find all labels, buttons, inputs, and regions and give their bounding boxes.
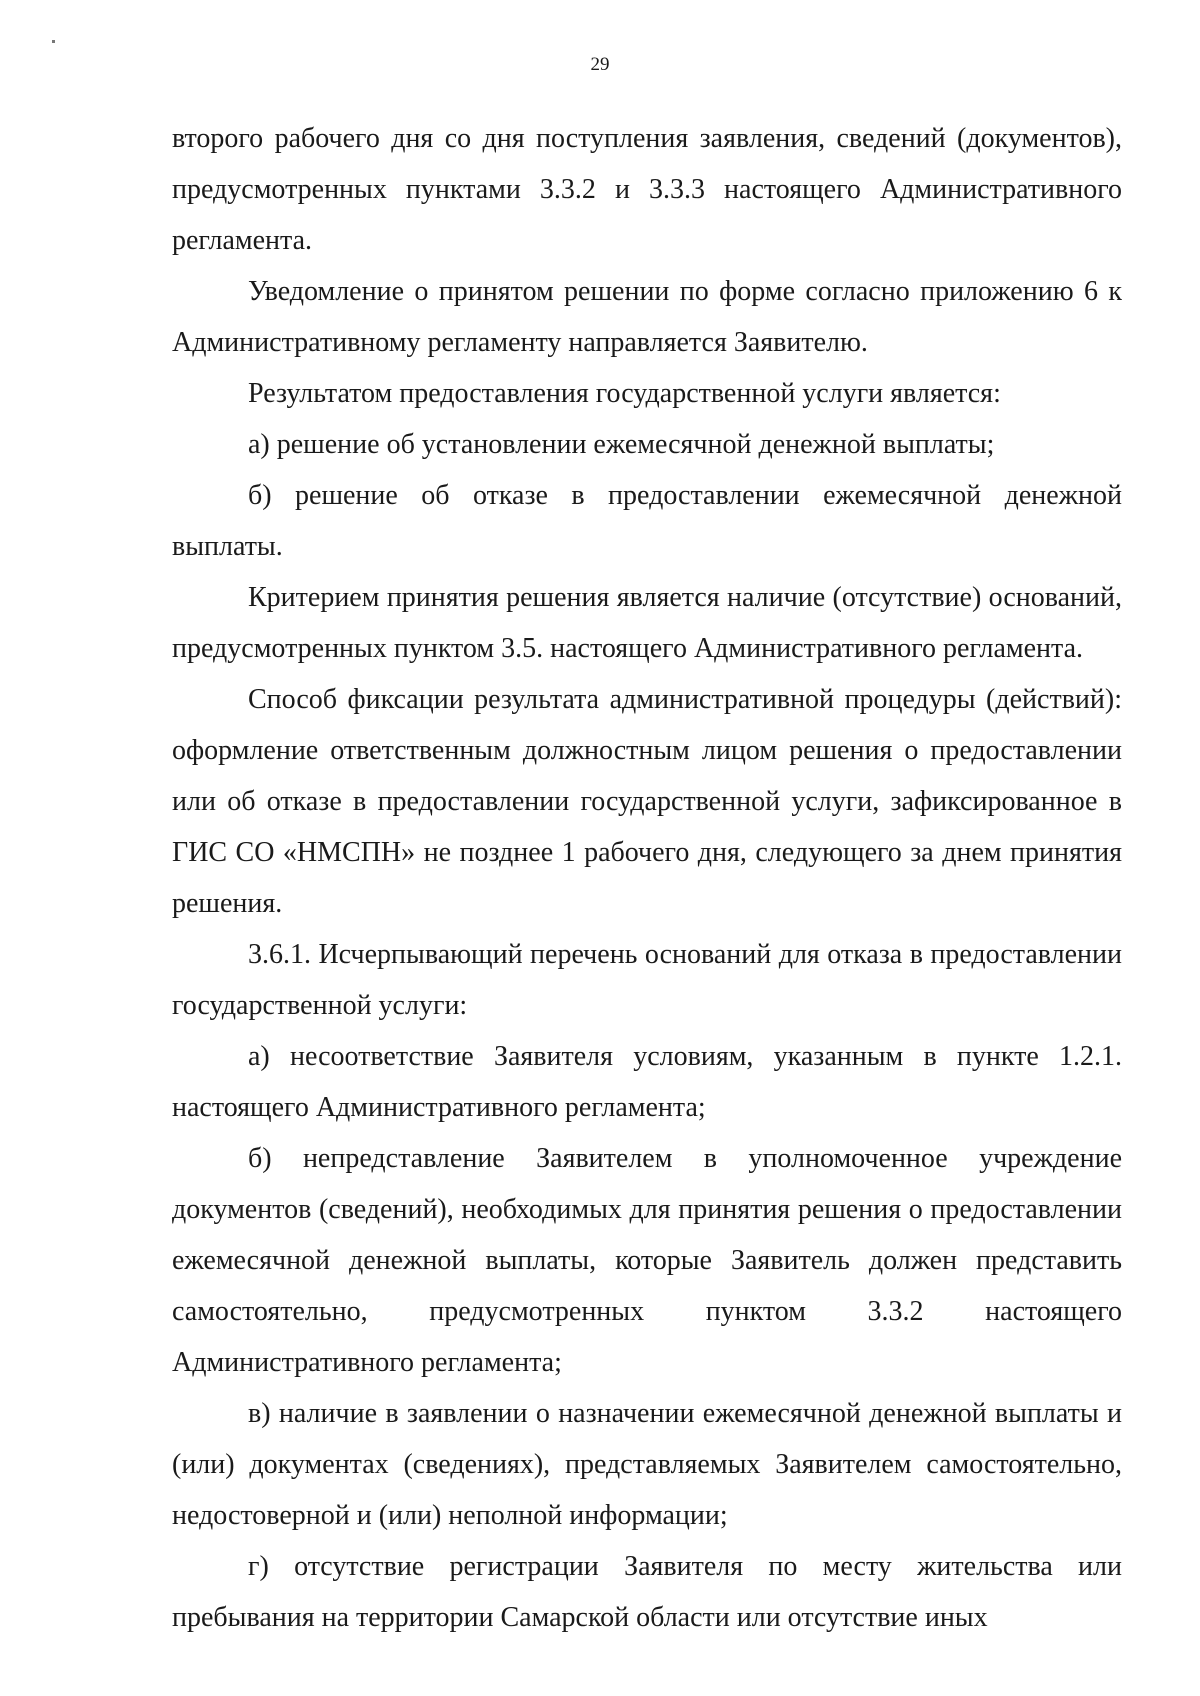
list-item-refusal-g: г) отсутствие регистрации Заявителя по месту жительства или пребывания на территории Самарской области или отсутствие иных [172,1551,1122,1633]
paragraph-continuation: второго рабочего дня со дня поступления заявления, сведений (документов), предусмотренных пунктами 3.3.2 и 3.3.3 настоящего Административного регламента. [172,123,1122,256]
list-item-refusal-v: в) наличие в заявлении о назначении ежемесячной денежной выплаты и (или) документах (сведениях), представляемых Заявителем самостоятельно, недостоверной и (или) неполной информации; [172,1398,1122,1531]
list-item-refusal-b: б) непредставление Заявителем в уполномоченное учреждение документов (сведений), необходимых для принятия решения о предоставлении ежемесячной денежной выплаты, которые Заявитель должен представить самостоятельно, предусмотренных пунктом 3.3.2 настоящего Административного регламента; [172,1143,1122,1378]
list-item-refusal-a: а) несоответствие Заявителя условиям, указанным в пункте 1.2.1. настоящего Административного регламента; [172,1041,1122,1123]
list-item-result-b: б) решение об отказе в предоставлении ежемесячной денежной выплаты. [172,480,1122,562]
paragraph-fixation-method: Способ фиксации результата административной процедуры (действий): оформление ответственным должностным лицом решения о предоставлении или об отказе в предоставлении государственной услуги, зафиксированное в ГИС СО «НМСПН» не позднее 1 рабочего дня, следующего за днем принятия решения. [172,684,1122,919]
paragraph-result-intro: Результатом предоставления государственной услуги является: [248,378,1001,409]
paragraph-criterion: Критерием принятия решения является наличие (отсутствие) оснований, предусмотренных пунктом 3.5. настоящего Административного регламента. [172,582,1122,664]
document-body [172,113,1122,1643]
scan-speck [52,40,55,43]
paragraph-notification: Уведомление о принятом решении по форме согласно приложению 6 к Административному регламенту направляется Заявителю. [172,276,1122,358]
list-item-result-a: а) решение об установлении ежемесячной денежной выплаты; [248,429,995,460]
page-number: 29 [590,54,610,75]
paragraph-section-3-6-1: 3.6.1. Исчерпывающий перечень оснований для отказа в предоставлении государственной услуги: [172,939,1122,1021]
